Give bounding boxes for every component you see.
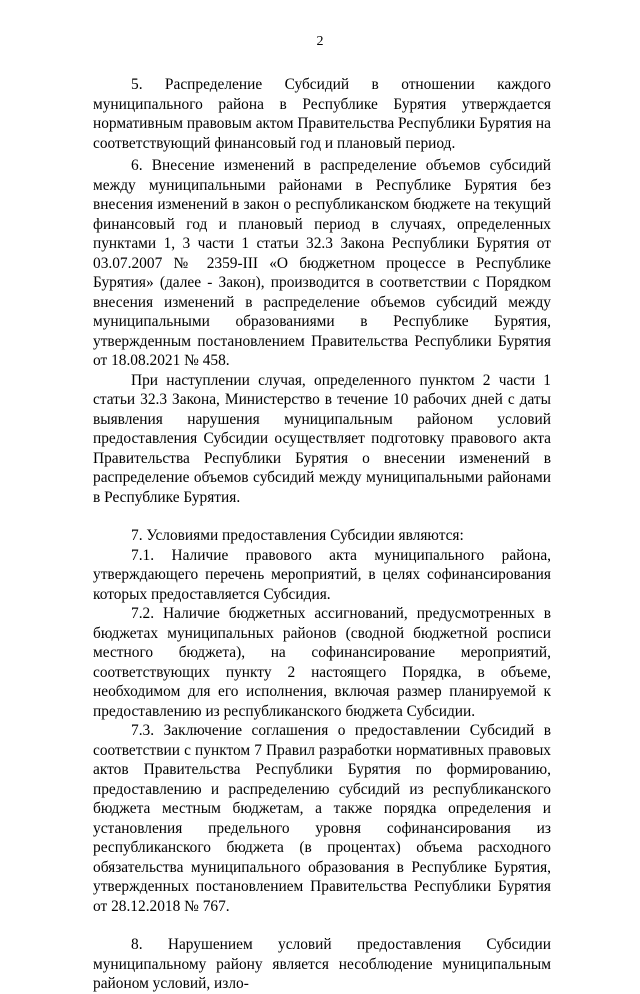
paragraph-6: 6. Внесение изменений в распределение объемов субсидий между муниципальными районами в Республике Бурятия без внесения изменений в закон о республиканском бюджете на текущий финансовый год и плановый период в случаях, определенных пунктами 1, 3 части 1 статьи 32.3 Закона Республики Бурятия от 03.07.2007 № 2359-III «О бюджетном процессе в Республике Бурятия» (далее - Закон), производится в соответствии с Порядком внесения изменений в распределение объемов субсидий между муниципальными образованиями в Республике Бурятия, утвержденным постановлением Правительства Республики Бурятия от 18.08.2021 № 458. [93, 157, 551, 369]
paragraph-7-2: 7.2. Наличие бюджетных ассигнований, предусмотренных в бюджетах муниципальных районов (сводной бюджетной росписи местного бюджета), на софинансирование мероприятий, соответствующих пункту 2 настоящего Порядка, в объеме, необходимом для его исполнения, включая размер планируемой к предоставлению из республиканского бюджета Субсидии. [93, 605, 551, 720]
paragraph-7-3: 7.3. Заключение соглашения о предоставлении Субсидий в соответствии с пунктом 7 Правил разработки нормативных правовых актов Правительства Республики Бурятия по формированию, предоставлению и распределению субсидий из республиканского бюджета местным бюджетам, а также порядка определения и установления предельного уровня софинансирования из республиканского бюджета (в процентах) объема расходного обязательства муниципального образования в Республике Бурятия, утвержденных постановлением Правительства Республики Бурятия от 28.12.2018 № 767. [93, 722, 551, 915]
section-5 [93, 75, 551, 153]
paragraph-5: 5. Распределение Субсидий в отношении каждого муниципального района в Республике Бурятия утверждается нормативным правовым актом Правительства Республики Бурятия на соответствующий финансовый год и плановый период. [93, 76, 551, 152]
paragraph-7: 7. Условиями предоставления Субсидии являются: [131, 527, 464, 544]
document-body [93, 156, 551, 994]
paragraph-7-1: 7.1. Наличие правового акта муниципального района, утверждающего перечень мероприятий, в целях софинансирования которых предоставляется Субсидия. [93, 546, 551, 603]
paragraph-6-case: При наступлении случая, определенного пунктом 2 части 1 статьи 32.3 Закона, Министерство в течение 10 рабочих дней с даты выявления нарушения муниципальным районом условий предоставления Субсидии осуществляет подготовку правового акта Правительства Республики Бурятия о внесении изменений в распределение объемов субсидий между муниципальными районами в Республике Бурятия. [93, 371, 551, 506]
paragraph-8: 8. Нарушением условий предоставления Субсидии муниципальному району является несоблюдение муниципальным районом условий, изло- [93, 936, 551, 992]
page-number: 2 [316, 34, 324, 49]
